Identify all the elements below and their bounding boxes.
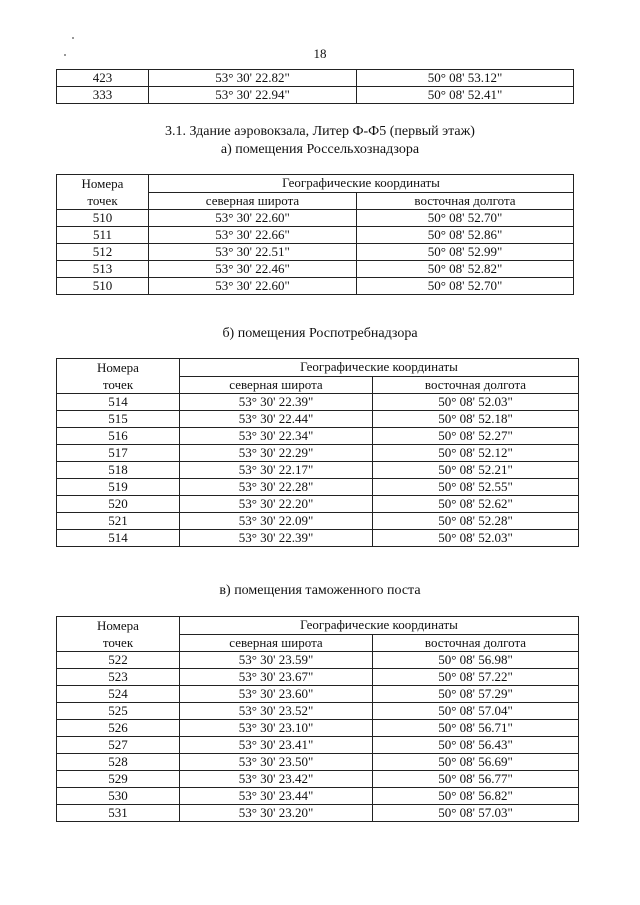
point-number-cell: 333: [57, 87, 149, 104]
point-number-cell: 527: [57, 737, 180, 754]
latitude-cell: 53° 30' 22.60": [149, 278, 357, 295]
latitude-cell: 53° 30' 22.82": [149, 70, 357, 87]
header-points: [57, 175, 149, 210]
header-latitude: северная широта: [149, 192, 357, 210]
table-row: [57, 805, 579, 822]
point-number-cell: 423: [57, 70, 149, 87]
header-coordinates: Географические координаты: [149, 175, 574, 193]
table-c-heading: в) помещения таможенного поста: [219, 583, 421, 598]
table-row: [57, 513, 579, 530]
longitude-cell: 50° 08' 52.70": [357, 278, 574, 295]
longitude-cell: 50° 08' 52.99": [357, 244, 574, 261]
header-points: [57, 359, 180, 394]
table-row: [57, 411, 579, 428]
point-number-cell: 521: [57, 513, 180, 530]
top-continuation-table: [56, 69, 574, 104]
table-row: [57, 669, 579, 686]
longitude-cell: 50° 08' 52.18": [373, 411, 579, 428]
table-c: [56, 616, 579, 822]
header-longitude: восточная долгота: [357, 192, 574, 210]
longitude-cell: 50° 08' 52.70": [357, 210, 574, 227]
header-points-line1: Номера: [81, 176, 124, 191]
latitude-cell: 53° 30' 23.50": [180, 754, 373, 771]
longitude-cell: 50° 08' 56.71": [373, 720, 579, 737]
latitude-cell: 53° 30' 22.34": [180, 428, 373, 445]
table-row: [57, 227, 574, 244]
latitude-cell: 53° 30' 23.60": [180, 686, 373, 703]
header-longitude: восточная долгота: [373, 376, 579, 394]
point-number-cell: 515: [57, 411, 180, 428]
latitude-cell: 53° 30' 23.20": [180, 805, 373, 822]
longitude-cell: 50° 08' 52.86": [357, 227, 574, 244]
header-points: [57, 617, 180, 652]
point-number-cell: 510: [57, 278, 149, 295]
longitude-cell: 50° 08' 56.82": [373, 788, 579, 805]
latitude-cell: 53° 30' 23.10": [180, 720, 373, 737]
header-points-line1: Номера: [97, 618, 139, 633]
latitude-cell: 53° 30' 23.67": [180, 669, 373, 686]
point-number-cell: 517: [57, 445, 180, 462]
latitude-cell: 53° 30' 22.51": [149, 244, 357, 261]
table-row: [57, 652, 579, 669]
longitude-cell: 50° 08' 52.55": [373, 479, 579, 496]
longitude-cell: 50° 08' 52.03": [373, 394, 579, 411]
point-number-cell: 516: [57, 428, 180, 445]
point-number-cell: 520: [57, 496, 180, 513]
longitude-cell: 50° 08' 56.98": [373, 652, 579, 669]
longitude-cell: 50° 08' 52.62": [373, 496, 579, 513]
latitude-cell: 53° 30' 22.29": [180, 445, 373, 462]
table-row: [57, 479, 579, 496]
point-number-cell: 522: [57, 652, 180, 669]
table-row: [57, 703, 579, 720]
longitude-cell: 50° 08' 52.12": [373, 445, 579, 462]
longitude-cell: 50° 08' 56.43": [373, 737, 579, 754]
point-number-cell: 513: [57, 261, 149, 278]
point-number-cell: 530: [57, 788, 180, 805]
header-latitude: северная широта: [180, 634, 373, 652]
point-number-cell: 528: [57, 754, 180, 771]
table-a-heading: а) помещения Россельхознадзора: [220, 142, 420, 157]
table-row: [57, 87, 574, 104]
latitude-cell: 53° 30' 23.44": [180, 788, 373, 805]
header-points-line1: Номера: [97, 360, 139, 375]
point-number-cell: 514: [57, 530, 180, 547]
point-number-cell: 514: [57, 394, 180, 411]
table-b-heading: б) помещения Роспотребнадзора: [222, 326, 418, 341]
point-number-cell: 511: [57, 227, 149, 244]
longitude-cell: 50° 08' 52.21": [373, 462, 579, 479]
point-number-cell: 526: [57, 720, 180, 737]
table-row: [57, 496, 579, 513]
latitude-cell: 53° 30' 22.39": [180, 394, 373, 411]
table-row: [57, 530, 579, 547]
latitude-cell: 53° 30' 23.41": [180, 737, 373, 754]
latitude-cell: 53° 30' 22.94": [149, 87, 357, 104]
page-number: 18: [313, 46, 327, 61]
table-row: [57, 244, 574, 261]
longitude-cell: 50° 08' 52.28": [373, 513, 579, 530]
table-row: [57, 686, 579, 703]
table-row: [57, 737, 579, 754]
table-row: [57, 462, 579, 479]
point-number-cell: 524: [57, 686, 180, 703]
header-points-line2: точек: [102, 635, 134, 650]
section-title: 3.1. Здание аэровокзала, Литер Ф-Ф5 (первый этаж): [165, 124, 475, 139]
table-row: [57, 754, 579, 771]
latitude-cell: 53° 30' 22.39": [180, 530, 373, 547]
longitude-cell: 50° 08' 57.04": [373, 703, 579, 720]
point-number-cell: 523: [57, 669, 180, 686]
longitude-cell: 50° 08' 57.03": [373, 805, 579, 822]
latitude-cell: 53° 30' 22.09": [180, 513, 373, 530]
scan-speck: [72, 37, 74, 39]
latitude-cell: 53° 30' 23.42": [180, 771, 373, 788]
latitude-cell: 53° 30' 22.20": [180, 496, 373, 513]
table-row: [57, 70, 574, 87]
point-number-cell: 512: [57, 244, 149, 261]
table-row: [57, 720, 579, 737]
latitude-cell: 53° 30' 22.66": [149, 227, 357, 244]
point-number-cell: 529: [57, 771, 180, 788]
longitude-cell: 50° 08' 57.29": [373, 686, 579, 703]
latitude-cell: 53° 30' 23.59": [180, 652, 373, 669]
latitude-cell: 53° 30' 22.46": [149, 261, 357, 278]
longitude-cell: 50° 08' 52.27": [373, 428, 579, 445]
longitude-cell: 50° 08' 52.82": [357, 261, 574, 278]
table-row: [57, 445, 579, 462]
latitude-cell: 53° 30' 23.52": [180, 703, 373, 720]
point-number-cell: 531: [57, 805, 180, 822]
header-coordinates: Географические координаты: [180, 359, 579, 377]
header-points-line2: точек: [102, 377, 134, 392]
table-row: [57, 278, 574, 295]
longitude-cell: 50° 08' 57.22": [373, 669, 579, 686]
table-row: [57, 788, 579, 805]
latitude-cell: 53° 30' 22.17": [180, 462, 373, 479]
longitude-cell: 50° 08' 56.77": [373, 771, 579, 788]
table-b: [56, 358, 579, 547]
longitude-cell: 50° 08' 52.41": [357, 87, 574, 104]
point-number-cell: 510: [57, 210, 149, 227]
latitude-cell: 53° 30' 22.44": [180, 411, 373, 428]
latitude-cell: 53° 30' 22.60": [149, 210, 357, 227]
table-row: [57, 428, 579, 445]
table-a: [56, 174, 574, 295]
header-latitude: северная широта: [180, 376, 373, 394]
header-points-line2: точек: [87, 193, 118, 208]
table-row: [57, 394, 579, 411]
table-row: [57, 210, 574, 227]
table-row: [57, 771, 579, 788]
header-longitude: восточная долгота: [373, 634, 579, 652]
longitude-cell: 50° 08' 53.12": [357, 70, 574, 87]
point-number-cell: 525: [57, 703, 180, 720]
header-coordinates: Географические координаты: [180, 617, 579, 635]
point-number-cell: 518: [57, 462, 180, 479]
point-number-cell: 519: [57, 479, 180, 496]
longitude-cell: 50° 08' 52.03": [373, 530, 579, 547]
table-row: [57, 261, 574, 278]
latitude-cell: 53° 30' 22.28": [180, 479, 373, 496]
longitude-cell: 50° 08' 56.69": [373, 754, 579, 771]
